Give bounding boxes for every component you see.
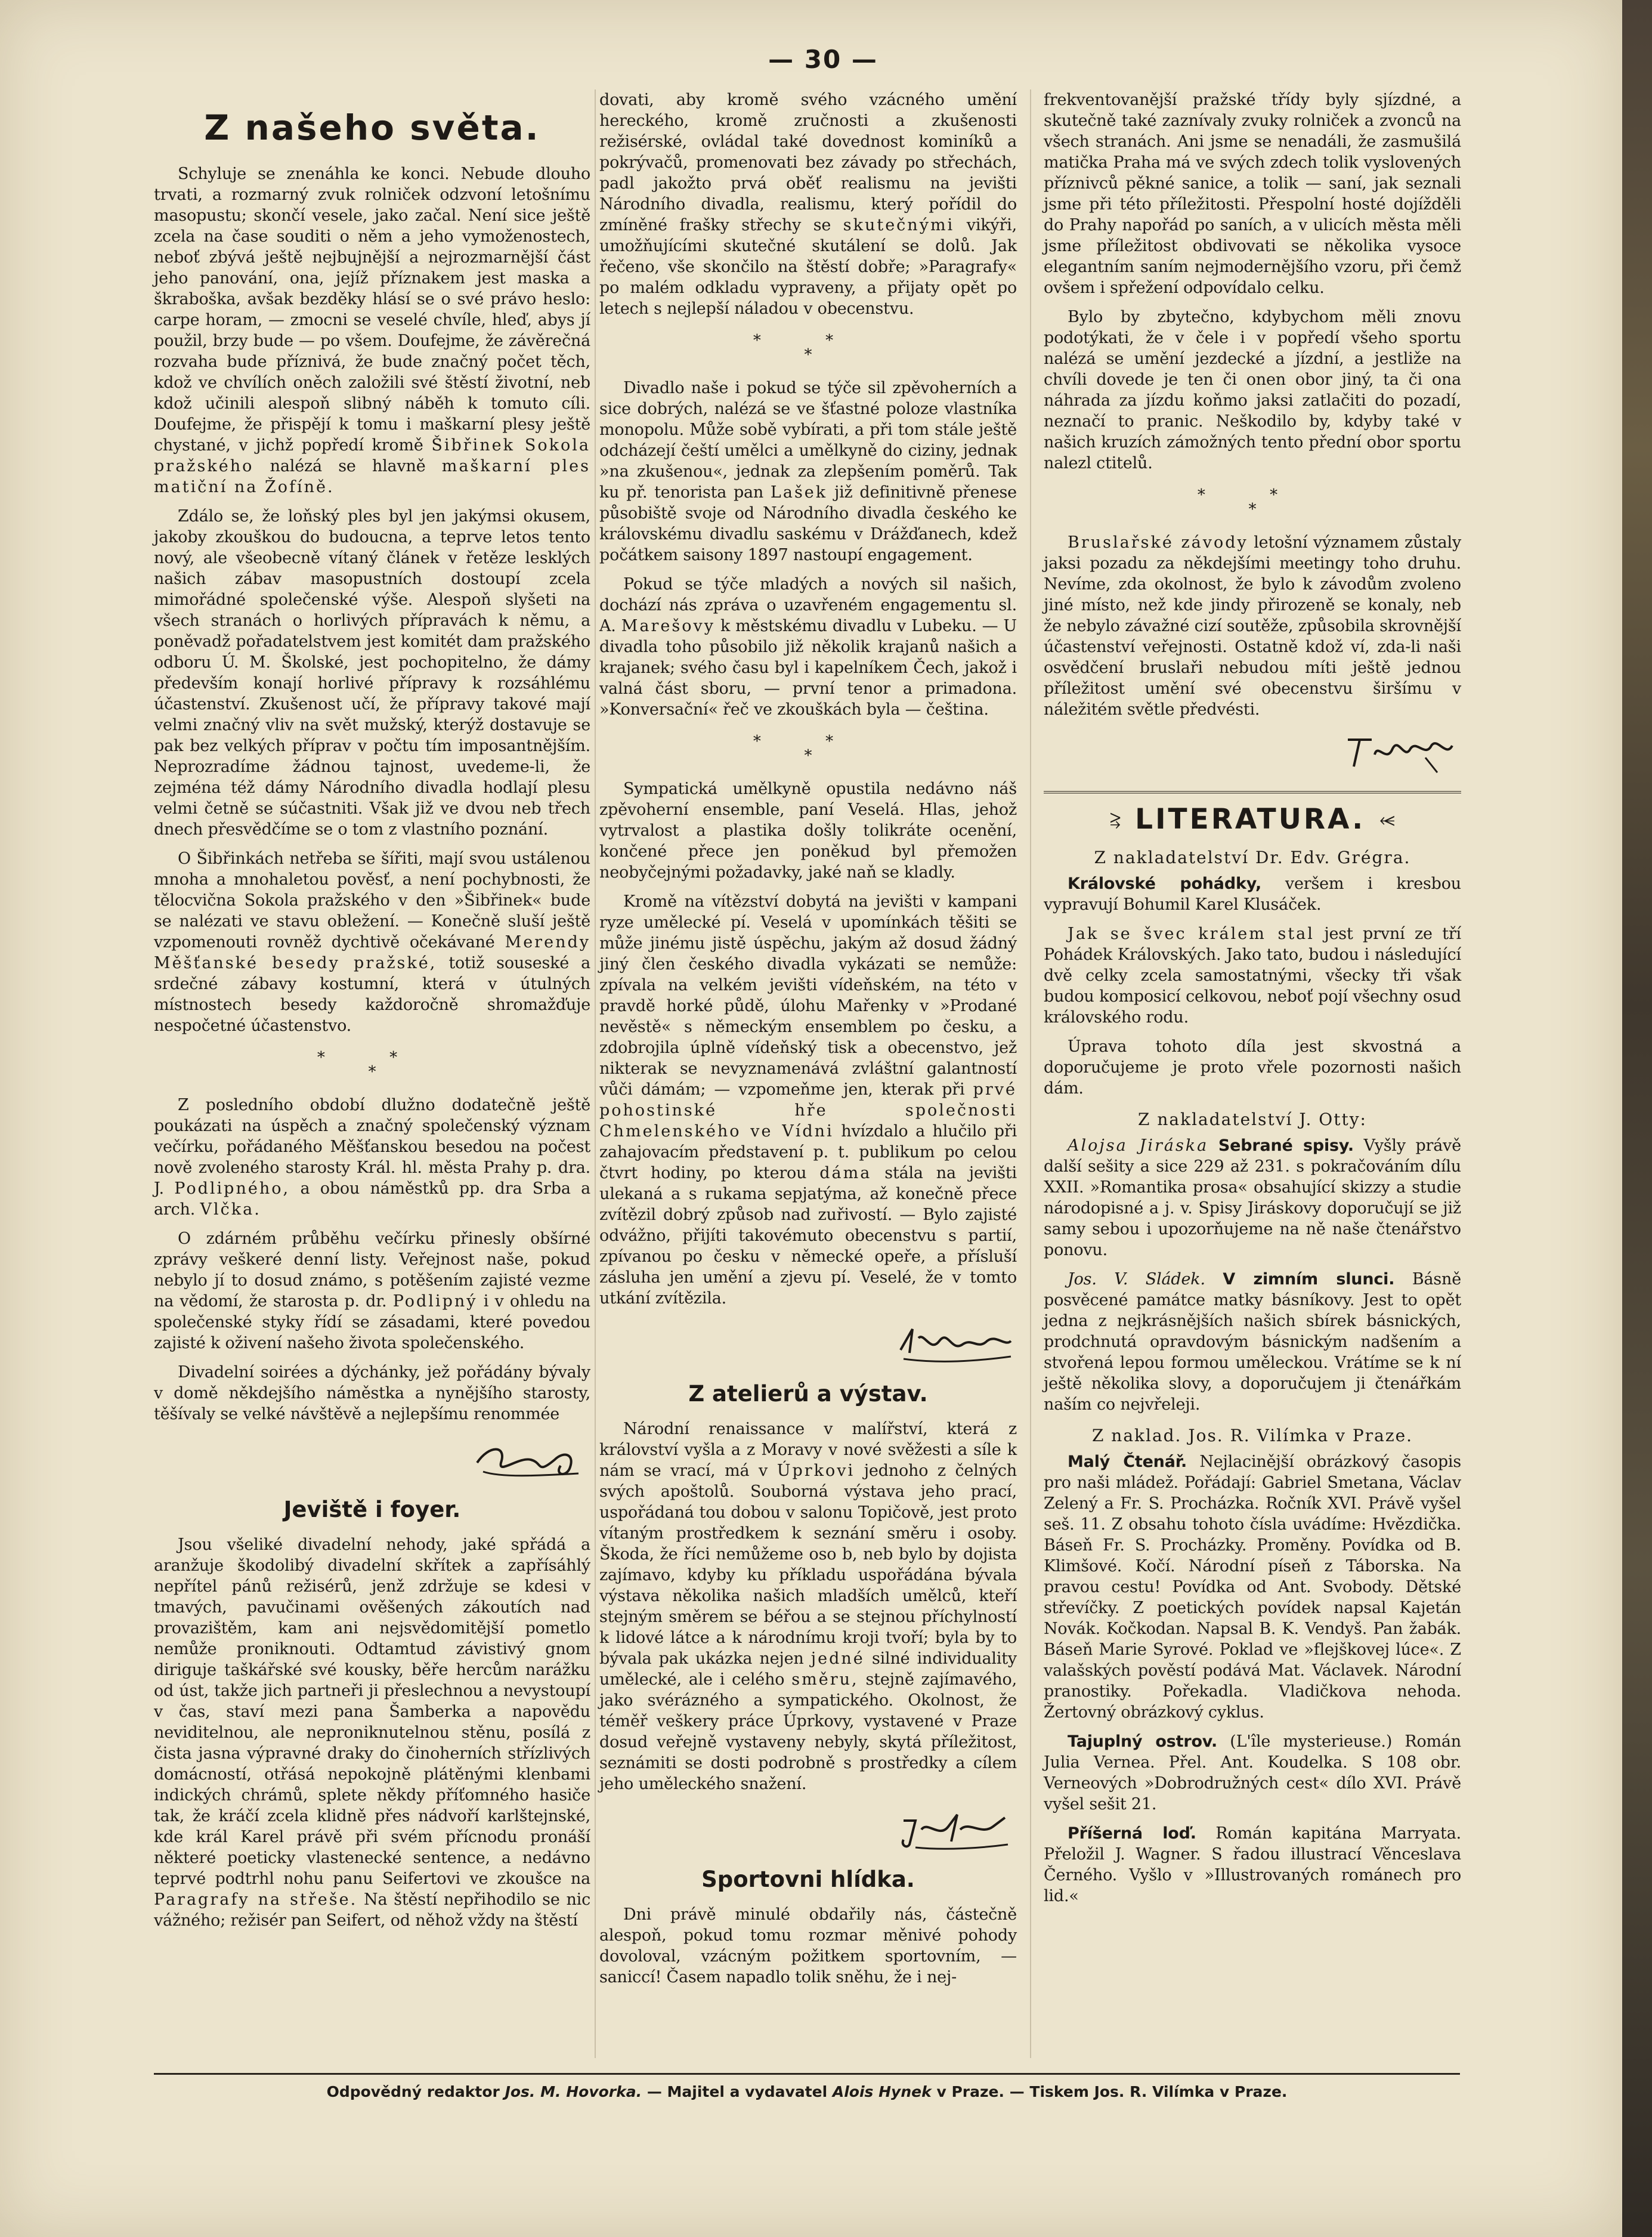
book-entry: Malý Čtenář. Nejlacinější obrázkový časopis pro naši mládež. Pořádají: Gabriel Smetana, Václav Zelený a Fr. S. Procházka. Ročník XVI. Právě vyšel seš. 11. Z obsahu tohoto čísla uvádíme: Hvězdička. Báseň Fr. S. Procházky. Proměny. Povídka od B. Klimšové. Kočí. Národní píseň z Táborska. Na pravou cestu! Povídka od Ant. Svobody. Dětské střevíčky. Z poetických povídek napsal Kajetán Novák. Kočkodan. Napsal B. K. Vendyš. Pan žabák. Báseň Marie Syrové. Poklad ve »flejškovej lúce«. Z valašských pověstí podává Mat. Václavek. Národní pranostiky. Pořekadla. Vladičkova nehoda. Žertovný obrázkový cyklus. (1044, 1453, 1462, 1722)
paragraph: frekventovanější pražské třídy byly sjízdné, a skutečně také zaznívaly zvuky rolniček a zvonců na všech stranách. Ani jsme se nenadáli, že zasmušilá matička Praha má ve svých zdech tolik vyslovených příznivců pěkné sanice, a tolik — saní, jak seznali jsme při této příležitosti. Přespolní hosté dojížděli do Prahy napořád po saních, a v ulicích města měli jsme příležitost obdivovati se několika vysoce elegantním saním nejmodernějšího vzoru, při čemž ovšem i spřežení odpovídalo celku. (1044, 91, 1461, 297)
section-separator: * * * (753, 332, 864, 364)
paragraph: Schyluje se znenáhla ke konci. Nebude dlouho trvati, a rozmarný zvuk rolniček odzvoní letošnímu masopustu; skončí vesele, jako začal. Není sice ještě zcela na čase souditi o něm a jeho vymoženostech, neboť zbývá ještě nejbujnější a nejrozmarnější část jeho panování, ona, jejíž příznakem jest maska a škraboška, avšak bezděky hlásí se o své právo heslo: carpe horam, — zmocni se veselé chvíle, hleď, abys jí použil, brzy bude — po všem. Doufejme, že závěrečná rozvaha bude příznivá, že bude značný počet těch, kdož ve chvílích oněch založili své štěstí životní, neb kdož učinili alespoň slibný náběh k tomuto cíli. Doufejme, že přispějí k tomu i maškarní plesy ještě chystané, v jichž popředí kromě Šibřinek Sokola pražského nalézá se hlavně maškarní ples matiční na Žofíně. (154, 165, 591, 496)
column-2 (599, 89, 1017, 1996)
section-separator: * * * (1197, 486, 1308, 518)
book-entry: Královské pohádky, veršem i kresbou vypravují Bohumil Karel Klusáček. (1044, 875, 1461, 914)
section-separator: * * * (753, 733, 864, 765)
article-title: Z našeho světa. (204, 107, 540, 148)
author-signature (892, 1317, 1017, 1368)
paragraph: dovati, aby kromě svého vzácného umění hereckého, kromě zručnosti a zkušenosti režisérské, ovládal také dovednost kominíků a pokrývačů, promenovati bez závady po střechách, padl jakožto prvá oběť realismu na jevišti Národního divadla, realismu, který pořídil do zmíněné frašky střechy se skutečnými vikýři, umožňujícími skutečné skutálení se dolů. Jak řečeno, vše skončilo na štěstí dobře; »Paragrafy« po malém odkladu vypraveny, a přijaty opět po letech s nejlepší náladou v obecenstvu. (599, 91, 1017, 318)
paragraph: Sympatická umělkyně opustila nedávno náš zpěvoherní ensemble, paní Veselá. Hlas, jehož vytrvalost a plastika došly tolikráte ocenění, končené přece jen poněkud byl přemožen neobyčejnými požadavky, jaké naň se kladly. (599, 780, 1017, 882)
ornament-right-icon: ⥷ (1379, 808, 1395, 830)
book-entry: Úprava tohoto díla jest skvostná a doporučujeme je proto vřele pozornosti našich dám. (1044, 1037, 1461, 1098)
section-heading: Sportovni hlídka. (701, 1867, 915, 1892)
section-heading: Z atelierů a výstav. (688, 1381, 928, 1407)
book-entry: Tajuplný ostrov. (L'île mysterieuse.) Román Julia Vernea. Přel. Ant. Koudelka. S 108 obr. Verneových »Dobrodružných cest« dílo XVI. Právě vyšel sešit 21. (1044, 1732, 1461, 1813)
imprint-footer: Odpovědný redaktor Jos. M. Hovorka. — Majitel a vydavatel Alois Hynek v Praze. — Tiskem Jos. R. Vilímka v Praze. (154, 2073, 1460, 2100)
paragraph: Národní renaissance v malířství, která z království vyšla a z Moravy v nové svěžesti a síle k nám se vrací, má v Úprkovi jednoho z čelných svých apoštolů. Souborná výstava jeho prací, uspořádaná tou dobou v salonu Topičově, jest proto vítaným prostředkem k seznání směru i osoby. Škoda, že říci nemůžeme oso b, neb bylo by dojista zajímavo, kdyby ku příkladu uspořádána bývala výstava několika našich mladších umělců, kteří stejným směrem se béřou a se stejnou příchylností k lidové látce a k národnímu kroji tvoří; byla by to bývala pak ukázka nejen jedné silné individuality umělecké, ale i celého směru, stejně zajímavého, jako svérázného a sympatického. Okolnost, že téměř veškery práce Úprkovy, vystavené v Praze dosud veřejně vystaveny nebyly, skytá příležitost, seznámiti se dosti podrobně s prostředky a cílem jeho uměleckého snažení. (599, 1420, 1017, 1793)
paragraph: Zdálo se, že loňský ples byl jen jakýmsi okusem, jakoby zkouškou do budoucna, a teprve letos tento nový, ale všeobecně vítaný článek v řetěze lesklých našich zábav masopustních dostoupí zcela mimořádné společenské výše. Alespoň slyšeti na všech stranách o horlivých přípravách k němu, a poněvadž pořadatelstvem jest komitét dam pražského odboru Ú. M. Školské, jest pochopitelno, že dámy především konají horlivé přípravy k rozsáhlému účastenství. Zkušenost učí, že přípravy takové mají velmi značný vliv na svět mužský, kterýž dostavuje se pak bez velkých příprav v počtu tím imposantnějším. Neprozradíme žádnou tajnost, uvedeme-li, že zejména též dámy Národního divadla hodlají plesu velmi četně se súčastniti. Však již ve dvou neb třech dnech přesvědčíme se o tom z vlastního poznání. (154, 507, 590, 839)
section-separator: * * * (317, 1049, 428, 1081)
paragraph: Z posledního období dlužno dodatečně ještě poukázati na úspěch a značný společenský význam večírku, pořádaného Měšťanskou besedou na počest nově zvoleného starosty Král. hl. města Prahy p. dra. J. Podlipného, a obou náměstků pp. dra Srba a arch. Vlčka. (154, 1096, 590, 1219)
book-entry: Příšerná loď. Román kapitána Marryata. Přeložil J. Wagner. S řadou illustrací Věnceslava Černého. Vyšlo v »Illustrovaných románech pro lid.« (1044, 1824, 1461, 1905)
publisher-heading: Z nakladatelství Dr. Edv. Grégra. (1094, 848, 1411, 867)
publisher-heading: Z naklad. Jos. R. Vilímka v Praze. (1091, 1426, 1413, 1445)
author-signature (892, 1803, 1017, 1853)
column-3 (1044, 89, 1461, 1915)
ornament-left-icon: ⥸ (1110, 808, 1121, 830)
paragraph: O Šibřinkách netřeba se šířiti, mají svou ustálenou mnoha a mnohaletou pověsť, a není pochybnosti, že tělocvična Sokola pražského v den »Šibřinek« bude se nalézati ve stavu obležení. — Konečně sluší ještě vzpomenouti rovněž dychtivě očekávané Merendy Měšťanské besedy pražské, totiž souseské a srdečné zábavy kostumní, která v útulných místnostech besedy každoročně shromažďuje nespočetné účastenstvo. (154, 849, 590, 1035)
book-entry: Jos. V. Sládek. V zimním slunci. Básně posvěcené památce matky básníkovy. Jest to opět jedna z nejkrásnějších našich sbírek básnických, prodchnutá opravdovým básnickým nadšením a stvořená lepou formou uměleckou. Vrátíme se k ní ještě několika slovy, a doporučujem ji čtenářkám naším co nejvřeleji. (1044, 1270, 1461, 1414)
paragraph: Jsou všeliké divadelní nehody, jaké spřádá a aranžuje škodolibý divadelní skřítek a zapřísáhlý nepřítel pánů režisérů, jenž zdržuje se kdesi v tmavých, pavučinami ověšených zákoutích nad provazištěm, kam ani nejsvědomitější pometlo nemůže proniknouti. Odtamtud závistivý gnom diriguje taškářské své kousky, běře hercům narážku od úst, takže jich partneři ji přeslechnou a nevystoupí v čas, staví mezi pana Šamberka a napovědu neviditelnou, ale neproniknutelnou stěnu, posílá z čista jasna výpravné draky do činoherních střízlivých domácností, otřásá nepokojně plátěnými klenbami indických chrámů, splete někdy příťomného hasiče tak, že kráčí zcela klidně přes nádvoří karlštejnské, kde král Karel právě při svém přícnodu pronáší některé poeticky vlastenecké sentence, a nedávno teprvé podtrhl nohu panu Seifertovi ve zkoušce na Paragrafy na střeše. Na štěstí nepřihodilo se nic vážného; režisér pan Seifert, od něhož vždy na štěstí (154, 1535, 591, 1930)
book-entry: Jak se švec králem stal jest první ze tří Pohádek Královských. Jako tato, budou i následující dvě celky zcela samostatnými, všecky tři však budou komposicí celkovou, neboť pojí všechny osud královského rodu. (1044, 925, 1461, 1027)
literature-title: LITERATURA. (1135, 803, 1366, 836)
column-1 (154, 89, 590, 1939)
paragraph: Dni právě minulé obdařily nás, částečně alespoň, pokud tomu rozmar měnivé pohody dovoloval, vzácným požitkem sportovním, — saniccí! Časem napadlo tolik sněhu, že i nej- (599, 1905, 1017, 1986)
paragraph: Kromě na vítězství dobytá na jevišti v kampani ryze umělecké pí. Veselá v upomínkách těšiti se může jinému jistě úspěchu, jakým až dosud žádný jiný člen českého divadla vykázati se nemůže: zpívala na velkém jevišti vídeňském, na této v pravdě horké půdě, úlohu Mařenky v »Prodané nevěstě« s německým ensemblem po česku, a zdobrojila úplně vídeňský tisk a obecenstvo, jež nikterak se nevyznamenává zvláštní galantností vůči dámám; — vzpomeňme jen, kterak při prvé pohostinské hře společnosti Chmelenského ve Vídni hvízdalo a hlučilo při zahajovacím představení p. t. publikum po celou čtvrt hodiny, po kterou dáma stála na jevišti ulekaná a s rukama sepjatýma, až konečně přece zvítězil dobrý způsob nad zuřivostí. — Bylo zajisté odvážno, přijíti takovémuto obecenstvu s partií, zpívanou po česku v německé opeře, a přísluší zásluha jen umění a zjevu pí. Veselé, že v tomto utkání zvítězila. (599, 892, 1017, 1308)
section-heading: Jeviště i foyer. (283, 1497, 461, 1522)
paragraph: O zdárném průběhu večírku přinesly obšírné zprávy veškeré denní listy. Veřejnost naše, pokud nebylo jí to dosud známo, s potěšením zajisté vezme na vědomí, že starosta p. dr. Podlipný i v ohledu na společenské styky řídí se zásadami, které povedou zajisté k oživení našeho života společenského. (154, 1229, 590, 1352)
column-divider (1030, 89, 1031, 2058)
paragraph: Pokud se týče mladých a nových sil našich, dochází nás zpráva o uzavřeném engagementu sl. A. Marešovy k městskému divadlu v Lubeku. — U divadla toho působilo již několik krajanů našich a krajanek; svého času byl i kapelníkem Čech, jakož i valná část sboru, — první tenor a primadona. »Konversační« řeč ve zkouškách byla — čeština. (599, 575, 1017, 719)
column-divider (595, 89, 596, 2058)
adjacent-page-edge (1622, 0, 1652, 2237)
book-entry: Alojsa Jiráska Sebrané spisy. Vyšly právě další sešity a sice 229 až 231. s pokračováním dílu XXII. »Romantika prosa« obsahující skizzy a studie národopisné a j. v. Spisy Jiráskovy doporučují se již samy sebou i upozorňujeme na ně naše čtenářstvo ponovu. (1044, 1136, 1461, 1259)
paragraph: Bylo by zbytečno, kdybychom měli znovu podotýkati, že v čele i v popředí všeho sportu nalézá se umění jezdecké a jízdní, a jestliže na chvíli dovede je ten či onen obor jiný, ta či ona náhrada za jízdu koňmo jaksi zatlačiti do pozadí, neznačí to pranic. Neškodilo by, kdyby také v našich kruzích zámožných tento přední obor sportu nalezl ctitelů. (1044, 308, 1461, 472)
paragraph: Divadlo naše i pokud se týče sil zpěvoherních a sice dobrých, nalézá se ve šťastné poloze vlastníka monopolu. Může sobě vybírati, a při tom stále ještě odcházejí čeští umělci a umělkyně do ciziny, jednak »na zkušenou«, jednak za zlepšením poměrů. Tak ku př. tenorista pan Lašek již definitivně přenese působiště svoje od Národního divadla českého ke královskému divadlu saskému v Drážďanech, kdež počátkem saisony 1897 nastoupí engagement. (599, 379, 1017, 564)
paragraph: Bruslařské závody letošní významem zůstaly jaksi pozadu za někdejšími meetingy toho druhu. Nevíme, zda okolnost, že bylo k závodům zvoleno jiné místo, než kde jindy přirozeně se konaly, neb že nebylo závažné cizí soutěže, způsobila skrovnější účastenství veřejnosti. Ostatně kdož ví, zda-li naši osvědčení bruslaři nebudou míti ještě jednou příležitost umění své obecenstvu širšímu v náležitém světle předvésti. (1044, 533, 1461, 719)
paragraph: Divadelní soirées a dýchánky, jež pořádány bývaly v domě někdejšího náměstka a nynějšího starosty, těšívaly se velké návštěvě a nejlepšímu renommée (154, 1363, 590, 1423)
author-signature (465, 1433, 590, 1484)
publisher-heading: Z nakladatelství J. Otty: (1138, 1110, 1367, 1129)
author-signature (1336, 725, 1461, 775)
page-number: — 30 — (768, 45, 878, 74)
literature-heading (1044, 791, 1461, 836)
